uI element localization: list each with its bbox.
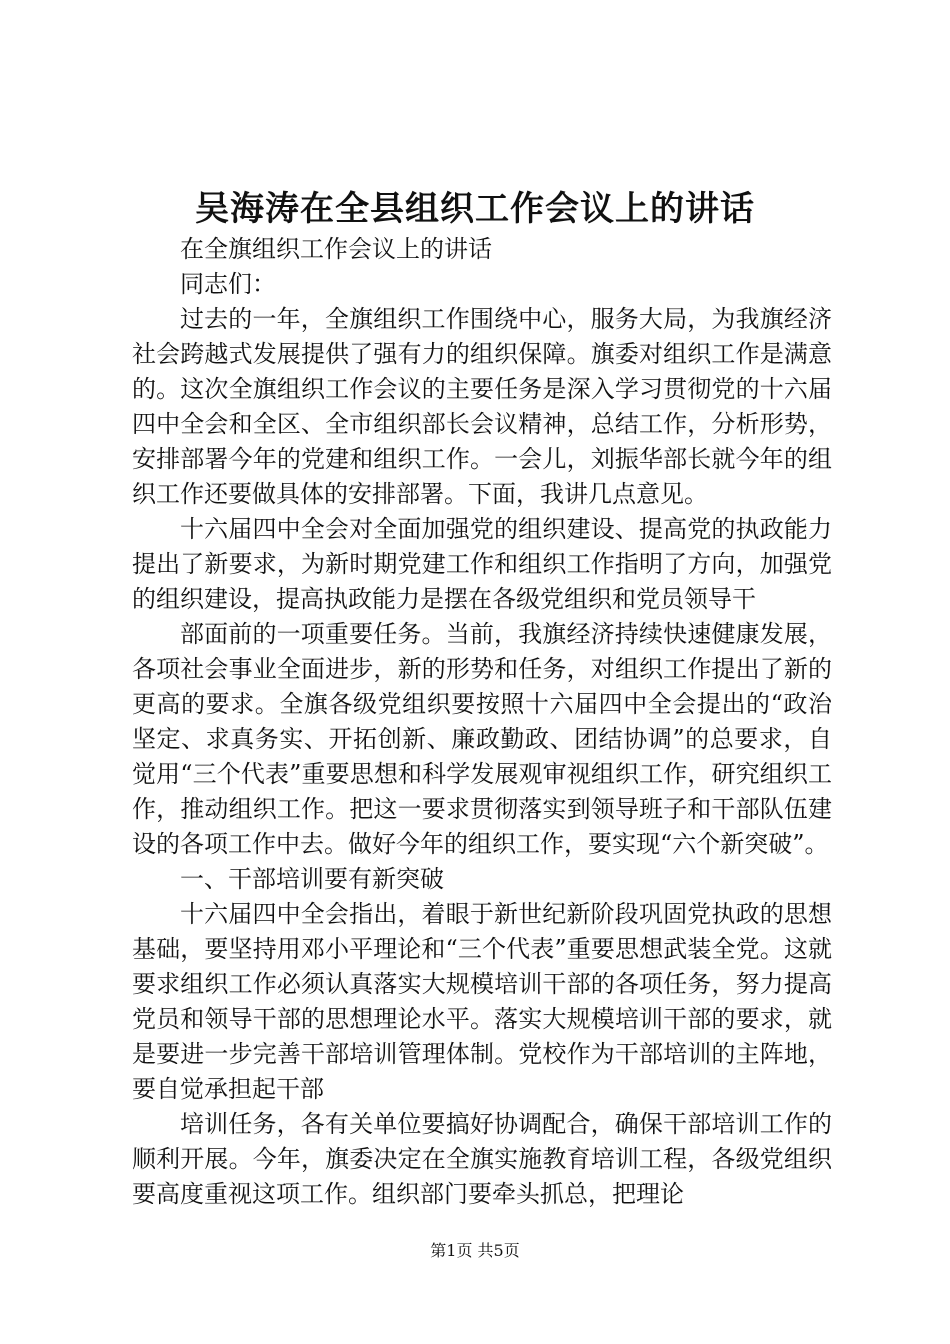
body-paragraph: 十六届四中全会指出，着眼于新世纪新阶段巩固党执政的思想基础，要坚持用邓小平理论和“三个代表”重要思想武装全党。这就要求组织工作必须认真落实大规模培训干部的各项任务，努力提高党员和领导干部的思想理论水平。落实大规模培训干部的要求，就是要进一步完善干部培训管理体制。党校作为干部培训的主阵地，要自觉承担起干部 <box>132 900 832 1103</box>
document-body <box>132 232 832 1212</box>
body-paragraph: 过去的一年，全旗组织工作围绕中心，服务大局，为我旗经济社会跨越式发展提供了强有力的组织保障。旗委对组织工作是满意的。这次全旗组织工作会议的主要任务是深入学习贯彻党的十六届四中全会和全区、全市组织部长会议精神，总结工作，分析形势，安排部署今年的党建和组织工作。一会儿，刘振华部长就今年的组织工作还要做具体的安排部署。下面，我讲几点意见。 <box>132 305 832 508</box>
body-paragraph: 培训任务，各有关单位要搞好协调配合，确保干部培训工作的顺利开展。今年，旗委决定在全旗实施教育培训工程，各级党组织要高度重视这项工作。组织部门要牵头抓总，把理论 <box>132 1110 832 1208</box>
page-number-footer: 第1页 共5页 <box>430 1241 520 1260</box>
salutation-paragraph: 同志们： <box>180 270 276 298</box>
document-title: 吴海涛在全县组织工作会议上的讲话 <box>195 189 755 229</box>
body-paragraph: 十六届四中全会对全面加强党的组织建设、提高党的执政能力提出了新要求，为新时期党建工作和组织工作指明了方向，加强党的组织建设，提高执政能力是摆在各级党组织和党员领导干 <box>132 515 832 613</box>
body-paragraph: 部面前的一项重要任务。当前，我旗经济持续快速健康发展，各项社会事业全面进步，新的形势和任务，对组织工作提出了新的更高的要求。全旗各级党组织要按照十六届四中全会提出的“政治坚定、求真务实、开拓创新、廉政勤政、团结协调”的总要求，自觉用“三个代表”重要思想和科学发展观审视组织工作，研究组织工作，推动组织工作。把这一要求贯彻落实到领导班子和干部队伍建设的各项工作中去。做好今年的组织工作，要实现“六个新突破”。 <box>132 620 832 858</box>
subtitle-paragraph: 在全旗组织工作会议上的讲话 <box>180 235 492 263</box>
section-heading: 一、干部培训要有新突破 <box>180 865 444 893</box>
